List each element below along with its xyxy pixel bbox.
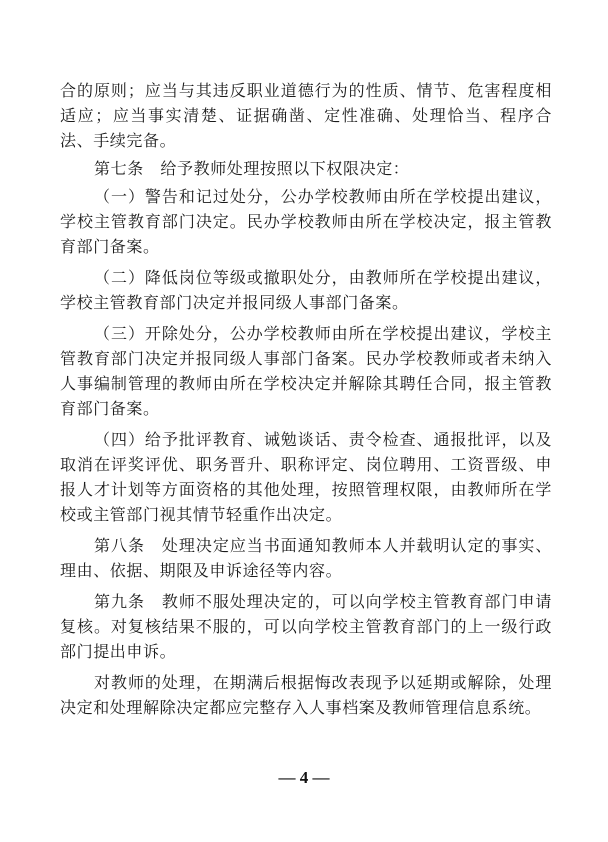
paragraph-continuation: 合的原则；应当与其违反职业道德行为的性质、情节、危害程度相适应；应当事实清楚、证据确凿、定性准确、处理恰当、程序合法、手续完备。: [60, 81, 552, 150]
body-text: [60, 78, 552, 720]
article-8: 第八条 处理决定应当书面通知教师本人并载明认定的事实、理由、依据、期限及申诉途径等内容。: [60, 536, 552, 580]
article-9: 第九条 教师不服处理决定的，可以向学校主管教育部门申请复核。对复核结果不服的，可以向学校主管教育部门的上一级行政部门提出申诉。: [60, 592, 552, 661]
article-7-item-1: （一）警告和记过处分，公办学校教师由所在学校提出建议，学校主管教育部门决定。民办学校教师由所在学校决定，报主管教育部门备案。: [60, 187, 552, 256]
article-7-item-2: （二）降低岗位等级或撤职处分，由教师所在学校提出建议，学校主管教育部门决定并报同级人事部门备案。: [60, 268, 552, 312]
article-7-heading: 第七条 给予教师处理按照以下权限决定：: [94, 159, 410, 178]
article-7-item-3: （三）开除处分，公办学校教师由所在学校提出建议，学校主管教育部门决定并报同级人事部门备案。民办学校教师或者未纳入人事编制管理的教师由所在学校决定并解除其聘任合同，报主管教育部门备案。: [60, 324, 552, 418]
closing-paragraph: 对教师的处理，在期满后根据悔改表现予以延期或解除，处理决定和处理解除决定都应完整存入人事档案及教师管理信息系统。: [60, 673, 552, 717]
article-7-item-4: （四）给予批评教育、诫勉谈话、责令检查、通报批评，以及取消在评奖评优、职务晋升、职称评定、岗位聘用、工资晋级、申报人才计划等方面资格的其他处理，按照管理权限，由教师所在学校或主管部门视其情节轻重作出决定。: [60, 430, 552, 524]
page-number: — 4 —: [278, 768, 330, 787]
